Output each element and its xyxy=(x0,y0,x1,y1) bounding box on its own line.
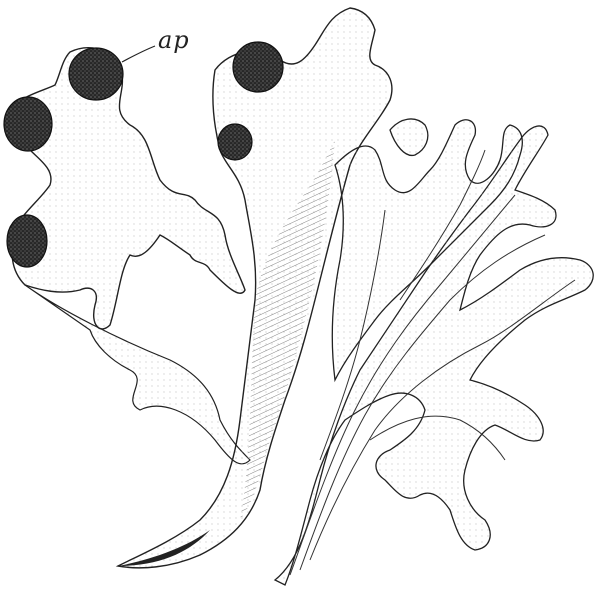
apothecium-label: ap xyxy=(158,26,190,54)
label-leader-line xyxy=(122,46,155,62)
apothecium-lower-left xyxy=(7,215,47,267)
apothecium-center xyxy=(218,124,252,160)
left-thallus-lobe xyxy=(11,48,245,329)
apothecium-top-left xyxy=(69,48,123,100)
apothecium-top-center xyxy=(233,42,283,92)
apothecium-left xyxy=(4,97,52,151)
lower-left-lobe xyxy=(25,285,250,464)
